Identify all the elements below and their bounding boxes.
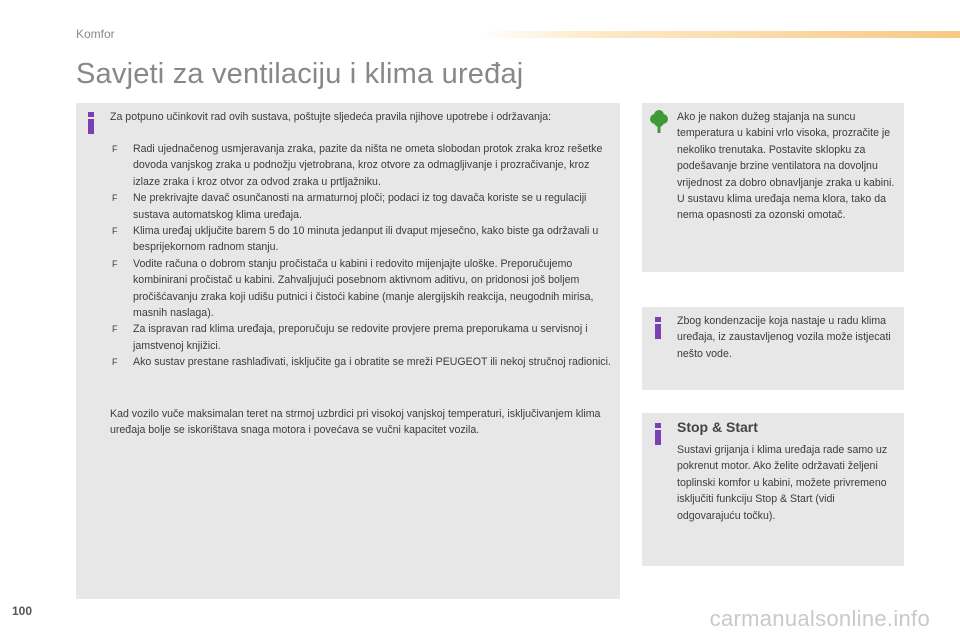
closing-text: Kad vozilo vuče maksimalan teret na strmoj uzbrdici pri visokoj vanjskoj temperaturi, isključivanjem klima uređaja bolje se iskorištava snaga motora i povećava se vučni kapacitet vozila. [110, 408, 601, 437]
condensation-info-box [642, 307, 904, 390]
page-title: Savjeti za ventilaciju i klima uređaj [76, 58, 524, 90]
stop-start-box [642, 413, 904, 566]
eco-tip-box [642, 103, 904, 272]
eco-tip-text: Ako je nakon dužeg stajanja na suncu temperatura u kabini vrlo visoka, prozračite je nekoliko trenutaka. Postavite sklopku za podešavanje brzine ventilatora na dovoljnu vrijednost za dobro obnavljanje zraka u kabini. U sustavu klima uređaja nema klora, tako da nema opasnosti za ozonski omotač. [677, 111, 895, 222]
watermark: carmanualsonline.info [709, 606, 930, 631]
list-item: F Ako sustav prestane rashlađivati, isključite ga i obratite se mreži PEUGEOT ili nekoj stručnoj radionici. [110, 354, 616, 370]
header-accent-bar [480, 31, 960, 38]
list-item: F Ne prekrivajte davač osunčanosti na armaturnoj ploči; podaci iz tog davača koriste se u regulaciji sustava automatskog klima uređaja. [112, 192, 587, 221]
info-icon [655, 317, 661, 339]
bullet-icon: F [112, 324, 118, 335]
intro-text: Za potpuno učinkovit rad ovih sustava, poštujte sljedeća pravila njihove upotrebe i održavanja: [110, 111, 552, 123]
bullet-icon: F [112, 193, 118, 204]
list-item: F Klima uređaj uključite barem 5 do 10 minuta jedanput ili dvaput mjesečno, kako biste ga održavali u besprijekornom radnom stanju. [112, 225, 599, 254]
page-number: 100 [12, 604, 33, 618]
bullet-icon: F [112, 357, 118, 368]
section-label: Komfor [76, 27, 115, 41]
list-item: F Za ispravan rad klima uređaja, preporučuju se redovite provjere prema preporukama u servisnoj i jamstvenoj knjižici. [112, 323, 588, 352]
list-item: F Vodite računa o dobrom stanju pročistača u kabini i redovito mijenjajte uloške. Preporučujemo kombinirani pročistač u kabini. Zahvaljujući posebnom aktivnom aditivu, on pridonosi još boljem pročišćavanju zraka koji udišu putnici i čistoći kabine (manje alergijskih reakcija, neugodnih mirisa, masnih naslaga). [112, 257, 594, 320]
advice-list [110, 141, 616, 371]
bullet-icon: F [112, 226, 118, 237]
main-advice-box [76, 103, 620, 599]
bullet-icon: F [112, 144, 118, 154]
stop-start-text: Sustavi grijanja i klima uređaja rade samo uz pokrenut motor. Ako želite održavati željeni toplinski komfor u kabini, možete privremeno isključiti funkciju Stop & Start (vidi odgovarajuću točku). [677, 444, 888, 522]
tree-icon [648, 110, 670, 134]
condensation-text: Zbog kondenzacije koja nastaje u radu klima uređaja, iz zaustavljenog vozila može istjecati nešto vode. [677, 315, 891, 360]
info-icon [655, 423, 661, 445]
stop-start-title: Stop & Start [677, 419, 758, 435]
info-icon [88, 112, 94, 134]
list-item: F Radi ujednačenog usmjeravanja zraka, pazite da ništa ne ometa slobodan protok zraka kroz rešetke dovoda vanjskog zraka u podnožju vjetrobrana, kroz otvore za odmagljivanje i prozračivanje, kroz izlaze zraka i kroz otvor za odvod zraka u prtljažniku. [112, 143, 603, 188]
bullet-icon: F [112, 258, 118, 269]
